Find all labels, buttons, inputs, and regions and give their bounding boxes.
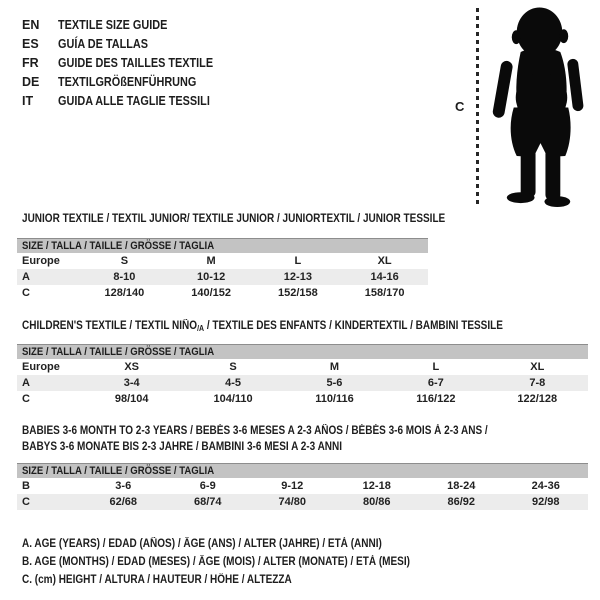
height-marker-label: C — [455, 99, 465, 114]
size-value-cell: L — [294, 255, 302, 267]
language-code: FR — [22, 55, 39, 70]
toddler-silhouette-icon — [488, 5, 592, 212]
section-title-babies: BABIES 3-6 MONTH TO 2-3 YEARS / BEBÉS 3-6 MESES A 2-3 AÑOS / BÉBÉS 3-6 MOIS À 2-3 ANS / BABYS 3-6 MONATE BIS 2-3 JAHRE / BAMBINI 3-6 MESI A 2-3 ANNI — [22, 425, 488, 453]
section-title-junior: JUNIOR TEXTILE / TEXTIL JUNIOR/ TEXTILE JUNIOR / JUNIORTEXTIL / JUNIOR TESSILE — [22, 213, 446, 225]
size-value-cell: 110/116 — [315, 393, 354, 405]
measurement-legend — [22, 536, 468, 589]
size-value-cell: S — [229, 361, 237, 373]
size-value-cell: 5-6 — [284, 375, 385, 391]
size-table-children — [17, 344, 588, 407]
language-label: GUIDA ALLE TAGLIE TESSILI — [58, 93, 210, 108]
language-label: GUÍA DE TALLAS — [58, 36, 149, 51]
size-value-cell: 68/74 — [166, 494, 251, 510]
legend-line: B. AGE (MONTHS) / EDAD (MESES) / ÂGE (MOIS) / ALTER (MONATE) / ETÀ (MESI) — [22, 555, 410, 568]
language-label: TEXTILGRÖßENFÜHRUNG — [58, 74, 197, 89]
size-value-cell: 74/80 — [250, 494, 335, 510]
size-table-row — [17, 359, 588, 375]
size-table-row — [17, 391, 588, 407]
size-table-row — [17, 269, 428, 285]
size-value-cell: 116/122 — [416, 393, 456, 405]
language-label: GUIDE DES TAILLES TEXTILE — [58, 55, 214, 70]
language-label: TEXTILE SIZE GUIDE — [58, 17, 168, 32]
size-value-cell: XS — [124, 361, 140, 373]
size-value-cell: L — [432, 361, 440, 373]
size-value-cell: XL — [530, 361, 545, 373]
language-row — [22, 91, 236, 110]
height-dashed-line — [476, 8, 479, 206]
title-subscript: /A — [197, 324, 205, 333]
size-table-row — [17, 253, 428, 269]
language-row — [22, 53, 236, 72]
row-label-cell: Europe — [22, 255, 60, 267]
row-label-cell: B — [22, 480, 30, 492]
row-label-cell: C — [17, 494, 81, 510]
language-code: ES — [22, 36, 39, 51]
size-value-cell: 14-16 — [341, 269, 428, 285]
size-value-cell: 7-8 — [487, 375, 588, 391]
size-table-header: SIZE / TALLA / TAILLE / GRÖSSE / TAGLIA — [17, 464, 588, 479]
language-list — [22, 15, 236, 110]
size-value-cell: 62/68 — [81, 494, 166, 510]
size-value-cell: M — [329, 361, 340, 373]
size-table-babies — [17, 463, 588, 510]
size-table-header: SIZE / TALLA / TAILLE / GRÖSSE / TAGLIA — [17, 239, 428, 254]
row-label-cell: A — [17, 375, 81, 391]
size-value-cell: 86/92 — [419, 494, 504, 510]
size-value-cell: 6-9 — [199, 480, 216, 492]
row-label-cell: C — [22, 393, 30, 405]
size-value-cell: 12-13 — [255, 269, 342, 285]
language-row — [22, 72, 236, 91]
legend-line: C. (cm) HEIGHT / ALTURA / HAUTEUR / HÖHE / ALTEZZA — [22, 573, 292, 586]
row-label-cell: C — [22, 287, 30, 299]
language-code: DE — [22, 74, 40, 89]
size-value-cell: 4-5 — [182, 375, 283, 391]
size-value-cell: 18-24 — [447, 480, 476, 492]
size-table-row — [17, 478, 588, 494]
size-value-cell: 98/104 — [114, 393, 149, 405]
size-table-row — [17, 494, 588, 510]
size-value-cell: 3-4 — [81, 375, 182, 391]
legend-line: A. AGE (YEARS) / EDAD (AÑOS) / ÂGE (ANS) / ALTER (JAHRE) / ETÀ (ANNI) — [22, 538, 382, 550]
section-title-children: CHILDREN'S TEXTILE / TEXTIL $NIÑO_{/A}$ / TEXTILE DES ENFANTS / KINDERTEXTIL / BAMBINI TESSILE — [22, 320, 503, 333]
size-value-cell: 140/152 — [191, 287, 231, 299]
size-value-cell: 122/128 — [517, 393, 558, 405]
size-value-cell: M — [206, 255, 216, 267]
size-value-cell: 158/170 — [364, 287, 405, 299]
size-value-cell: 6-7 — [385, 375, 486, 391]
language-code: IT — [22, 93, 34, 108]
size-value-cell: 10-12 — [168, 269, 255, 285]
row-label-cell: Europe — [22, 361, 60, 373]
size-value-cell: 128/140 — [104, 287, 145, 299]
size-value-cell: 9-12 — [281, 480, 304, 492]
size-value-cell: 104/110 — [213, 393, 253, 405]
size-value-cell: 12-18 — [362, 480, 391, 492]
language-code: EN — [22, 17, 40, 32]
size-table-row — [17, 375, 588, 391]
size-table-row — [17, 285, 428, 301]
size-table-header: SIZE / TALLA / TAILLE / GRÖSSE / TAGLIA — [17, 345, 588, 360]
language-row — [22, 34, 236, 53]
size-value-cell: XL — [377, 255, 392, 267]
size-value-cell: S — [120, 255, 129, 267]
size-value-cell: 8-10 — [81, 269, 168, 285]
size-value-cell: 3-6 — [115, 480, 132, 492]
size-value-cell: 92/98 — [504, 494, 589, 510]
language-row — [22, 15, 236, 34]
size-value-cell: 24-36 — [531, 480, 560, 492]
row-label-cell: A — [17, 269, 81, 285]
size-value-cell: 152/158 — [277, 287, 318, 299]
size-table-junior — [17, 238, 428, 301]
size-value-cell: 80/86 — [335, 494, 420, 510]
